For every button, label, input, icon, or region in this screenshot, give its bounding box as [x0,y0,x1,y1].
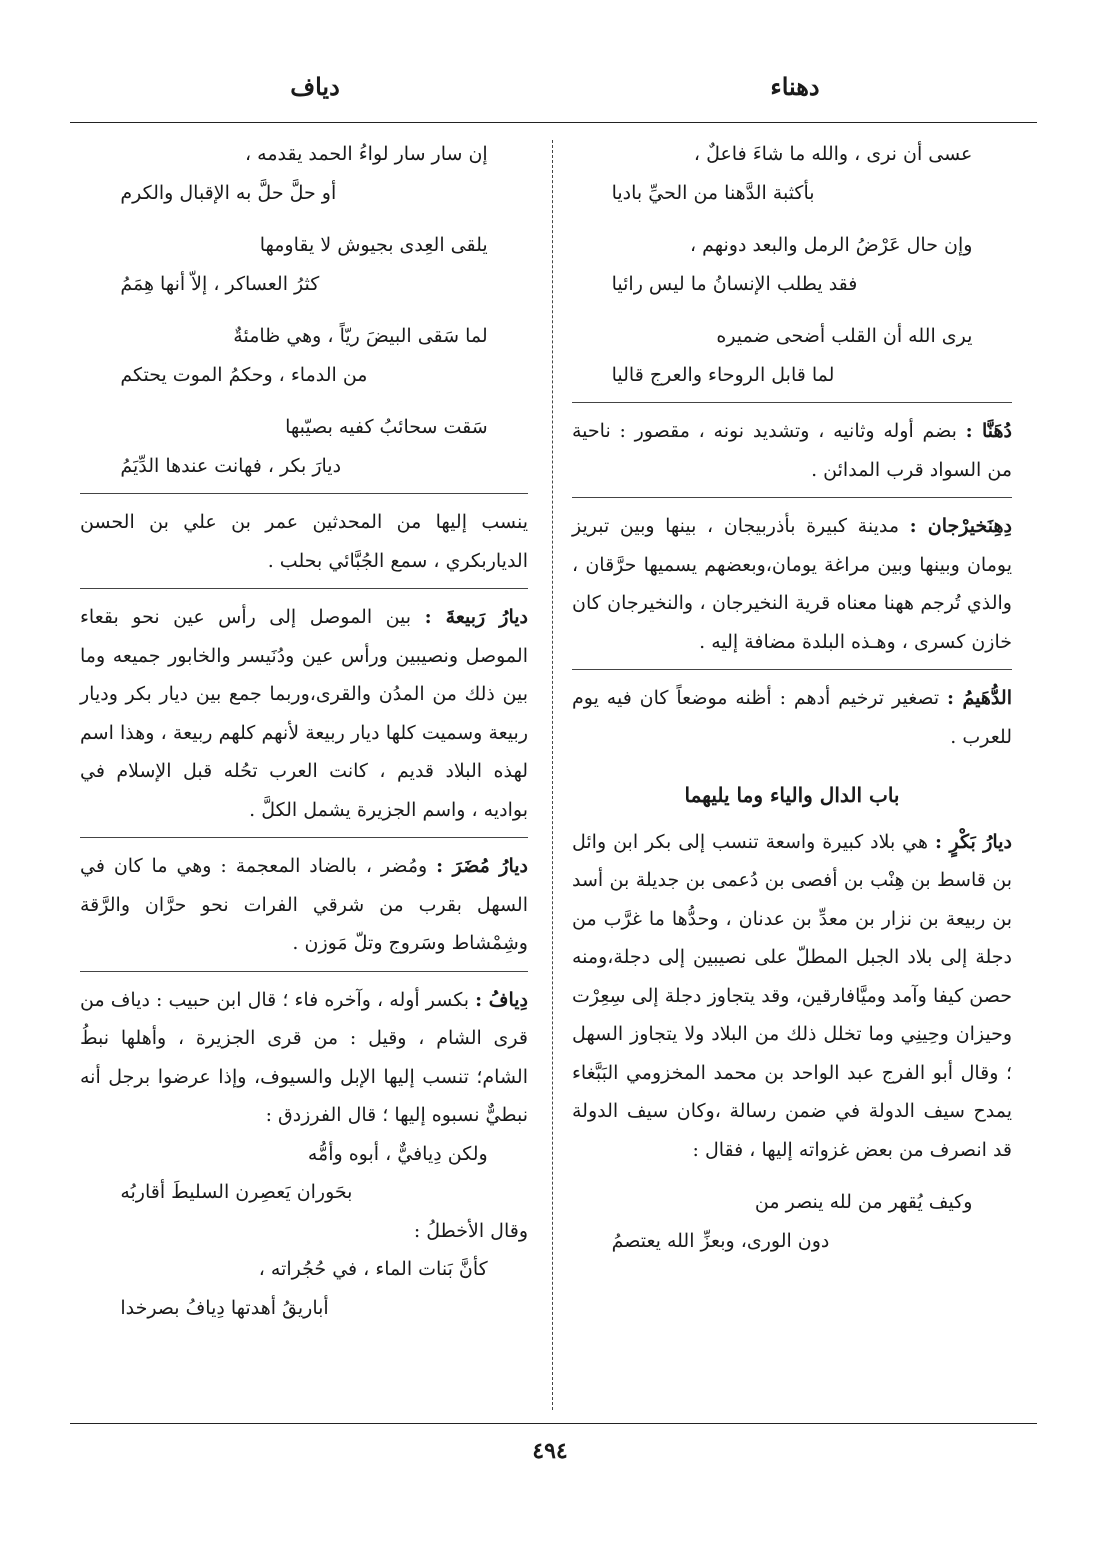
entry-dahanna [572,412,1012,489]
hemistich: يرى الله أن القلب أضحى ضميره [716,325,973,347]
entry-diyaf [80,981,528,1135]
headword: دُهَنَّا : [965,420,1012,442]
entry-diyarbakr [572,823,1012,1170]
entry-separator [80,588,528,590]
hemistich: وكيف يُقهر من لله ينصر من [754,1191,973,1213]
entry-text: بكسر أوله ، وآخره فاء ؛ قال ابن حبيب : دياف من قرى الشام ، وقيل : من قرى الجزيرة ، وأهلها نبطُ الشام؛ تنسب إليها الإبل والسيوف، وإذا عرضوا برجل أنه نبطيٌّ نسبوه إليها ؛ قال الفرزدق : [80,988,528,1126]
hemistich: عسى أن نرى ، والله ما شاءَ فاعلٌ ، [693,143,973,165]
headword: ديارُ مُضَرَ : [436,855,529,877]
entry-separator [80,837,528,839]
verse [612,135,973,212]
right-column [572,135,1012,1260]
verse [120,135,487,212]
verse [120,1250,487,1327]
verse [120,226,487,303]
footer-rule [70,1423,1037,1424]
headword: الدُّهَيمُ : [947,687,1012,709]
akhtal-intro: وقال الأخطلُ : [413,1219,528,1242]
running-header-left: دياف [290,72,340,101]
entry-text: مدينة كبيرة بأذربيجان ، بينها وبين تبريز يومان وبينها وبين مراغة يومان،وبعضهم يسميها حرَّقان ، والذي تُرجم ههنا معناه قرية النخيرجان ، والنخيرجان كان خازن كسرى ، وهـذه البلدة مضافة إليه . [572,515,1012,653]
hemistich: من الدماء ، وحكمُ الموت يحتكم [120,363,368,386]
column-divider [552,140,553,1410]
entry-separator [572,497,1012,499]
hemistich: إن سار سار لواءُ الحمد يقدمه ، [244,143,488,165]
hemistich: لما سَقى البيضَ ريّاً ، وهي ظامئةٌ [233,325,488,347]
hemistich: بأكثبة الدَّهنا من الحيِّ باديا [611,181,815,204]
entry-text: بضم أوله وثانيه ، وتشديد نونه ، مقصور : ناحية من السواد قرب المدائن . [572,420,1012,481]
hemistich: كأنَّ بَنات الماء ، في حُجُراته ، [258,1258,488,1280]
entry-aldhuhaym [572,679,1012,756]
entry-dahnakhirjan [572,507,1012,661]
header-rule [70,122,1037,123]
nisba-note: ينسب إليها من المحدثين عمر بن علي بن الحسن الدياربكري ، سمع الجُبَّائي بحلب . [80,511,528,572]
hemistich: أو حلَّ حلَّ به الإقبال والكرم [120,181,337,204]
verse [120,1135,487,1212]
entry-text: بين الموصل إلى رأس عين نحو بقعاء الموصل ونصيبين ورأس عين ودُنَيسر والخابور جميعه وما بين ذلك من المدُن والقرى،وربما جمع بين ديار بكر وديار ربيعة وسميت كلها ديار ربيعة لأنهم كلهم ربيعة ، وهذا اسم لهذه البلاد قديم ، كانت العرب تحُله قبل الإسلام في بواديه ، واسم الجزيرة يشمل الكلَّ . [80,606,528,821]
entry-separator [572,669,1012,671]
verse [120,317,487,394]
page-number: ٤٩٤ [532,1438,568,1464]
section-heading: باب الدال والياء وما يليهما [684,783,900,807]
headword: ديارُ بَكْرٍ : [934,830,1012,853]
verse [120,408,487,485]
hemistich: لما قابل الروحاء والعرج قاليا [611,363,835,386]
hemistich: كثرُ العساكر ، إلاّ أنها هِمَمُ [120,272,320,295]
hemistich: وإن حال عَرْضُ الرمل والبعد دونهم ، [689,234,973,256]
hemistich: بحَوران يَعصِرن السليطَ أقاربُه [120,1181,353,1203]
running-header-right: دهناء [770,72,820,101]
verse [612,317,973,394]
entry-separator [572,402,1012,404]
entry-text: ومُضر ، بالضاد المعجمة : وهي ما كان في السهل بقرب من شرقي الفرات نحو حرَّان والرَّقة وشِمْشاط وسَروج وتلّ مَوزن . [80,855,528,954]
entry-text: هي بلاد كبيرة واسعة تنسب إلى بكر ابن وائل بن قاسط بن هِنْب بن أفصى بن دُعمى بن جديلة بن أسد بن ربيعة بن نزار بن معدِّ بن عدنان ، وحدُّها ما غرَّب من دجلة إلى بلاد الجبل المطلّ على نصيبين إلى دجلة،ومنه حصن كيفا وآمد وميَّافارقين، وقد يتجاوز دجلة إلى سِعِرْت وحيزان وحِينِي وما تخلل ذلك من البلاد ولا يتجاوز السهل ؛ وقال أبو الفرج عبد الواحد بن محمد المخزومي البَبَّغاء يمدح سيف الدولة في ضمن رسالة ،وكان سيف الدولة قد انصرف من بعض غزواته إليها ، فقال : [572,830,1012,1161]
hemistich: ولكن دِيافيٌّ ، أبوه وأمُّه [307,1142,488,1165]
hemistich: دون الورى، وبعزِّ الله يعتصمُ [611,1229,830,1252]
headword: ديارُ رَبيعةَ : [424,606,528,628]
verse [612,1183,973,1260]
hemistich: يلقى العِدى بجيوش لا يقاومها [259,234,488,256]
hemistich: أباريقُ أهدتها دِيافُ بصرخدا [120,1296,329,1319]
entry-diyarmudar [80,847,528,963]
entry-separator [80,971,528,973]
entry-separator [80,493,528,495]
left-column [80,135,528,1327]
hemistich: سَقت سحائبُ كفيه بصيّبها [285,416,488,438]
hemistich: ديارَ بكر ، فهانت عندها الدِّيَمُ [120,454,342,477]
hemistich: فقد يطلب الإنسانُ ما ليس رائيا [611,272,858,295]
headword: دِيافُ : [475,988,528,1011]
entry-diyarrabia [80,598,528,829]
headword: دِهِنَخيرْجان : [909,515,1012,537]
entry-text: تصغير ترخيم أدهم : أظنه موضعاً كان فيه يوم للعرب . [572,687,1012,748]
verse [612,226,973,303]
